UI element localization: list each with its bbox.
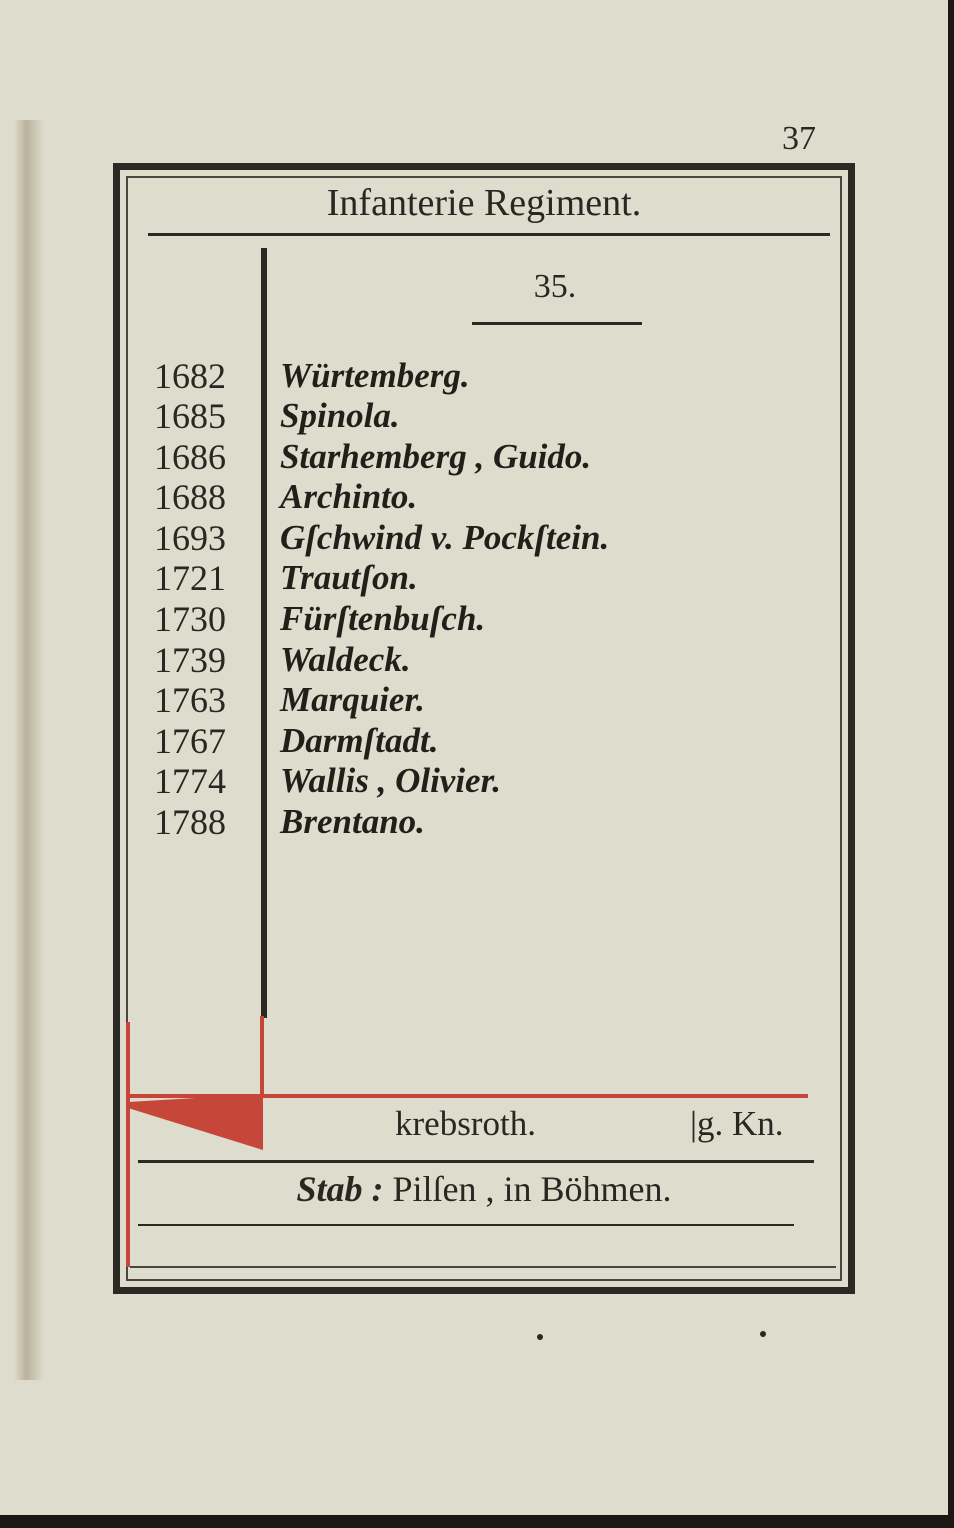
owner-name: Starhemberg , Guido. — [280, 437, 592, 476]
button-colour: |g. Kn. — [690, 1104, 784, 1143]
owner-year: 1682 — [154, 356, 226, 396]
page-number: 37 — [782, 120, 816, 157]
owner-name: Wallis , Olivier. — [280, 761, 502, 800]
owner-name: Brentano. — [280, 802, 425, 841]
facing-colour-wedge — [128, 1094, 263, 1150]
owner-name: Darmſtadt. — [280, 721, 439, 760]
staff-label: Stab : — [296, 1169, 384, 1209]
owner-year: 1693 — [154, 518, 226, 558]
page-binding-shadow — [14, 120, 44, 1380]
page-title: Infanterie Regiment. — [326, 182, 642, 224]
owner-name: Gſchwind v. Pockſtein. — [280, 518, 610, 557]
owner-name: Trautſon. — [280, 558, 418, 597]
frame-bottom-rule — [130, 1266, 836, 1268]
ink-speck — [760, 1331, 766, 1337]
year-column-divider — [261, 248, 267, 1018]
uniform-colour: krebsroth. — [395, 1104, 536, 1143]
regiment-number-underline — [472, 322, 642, 325]
staff-location: Pilſen , in Böhmen. — [392, 1169, 672, 1209]
owner-year: 1688 — [154, 477, 226, 517]
owner-name: Waldeck. — [280, 640, 411, 679]
owner-name: Marquier. — [280, 680, 425, 719]
ink-speck — [537, 1334, 543, 1340]
owner-year: 1721 — [154, 558, 226, 598]
owner-year: 1763 — [154, 680, 226, 720]
uniform-bottom-rule — [138, 1160, 814, 1163]
owner-name: Würtemberg. — [280, 356, 470, 395]
owner-name: Fürſtenbuſch. — [280, 599, 486, 638]
staff-line — [126, 1168, 842, 1210]
regiment-number: 35. — [533, 268, 577, 305]
staff-bottom-rule — [138, 1224, 794, 1226]
owner-name: Archinto. — [280, 477, 418, 516]
owner-year: 1730 — [154, 599, 226, 639]
owner-year: 1686 — [154, 437, 226, 477]
owner-year: 1788 — [154, 802, 226, 842]
facing-colour-swatch — [128, 1094, 266, 1152]
owner-year: 1685 — [154, 396, 226, 436]
owner-year: 1739 — [154, 640, 226, 680]
red-divider-extension — [260, 1016, 264, 1098]
owner-year: 1774 — [154, 761, 226, 801]
title-rule — [148, 233, 830, 236]
owner-year: 1767 — [154, 721, 226, 761]
owner-name: Spinola. — [280, 396, 400, 435]
